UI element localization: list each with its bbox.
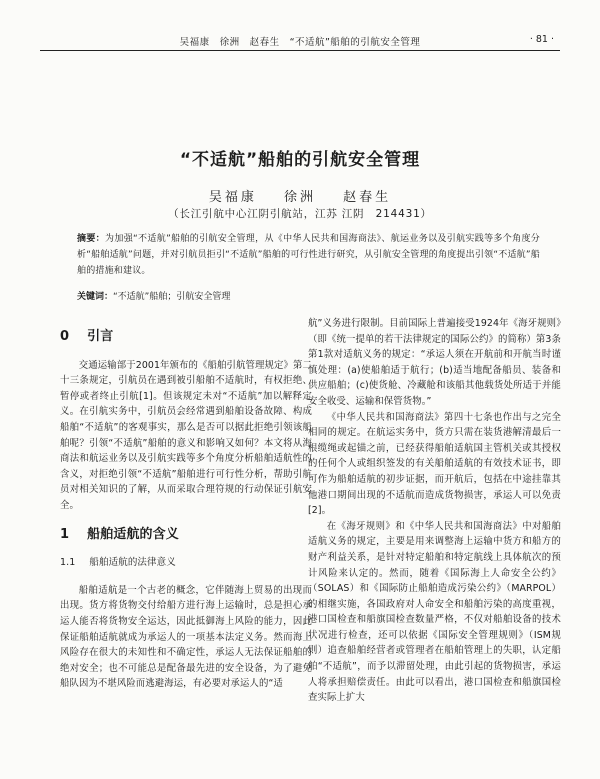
section-heading-0: 0 引言: [60, 329, 114, 344]
paragraph: 航”义务进行限制。目前国际上普遍接受1924年《海牙规则》（即《统一提单的若干法律规定的国际公约》的简称）第3条第1款对适航义务的规定：“承运人须在开航前和开航当时谨慎处理：(a)使船舶适于航行；(b)适当地配备船员、装备和供应船舶；(c)使货舱、冷藏舱和该船其他载货处所适于并能安全收受、运输和保管货物。”: [308, 318, 561, 407]
left-column: [60, 316, 312, 692]
subsection-heading-1-1: 1.1 船舶适航的法律意义: [60, 557, 176, 569]
section-heading-1: 1 船舶适航的含义: [60, 526, 179, 542]
paragraph: 交通运输部于2001年颁布的《船舶引航管理规定》第二十三条规定，引航员在遇到被引船舶不适航时，有权拒绝、暂停或者终止引航[1]。但该规定未对“不适航”加以解释定义。在引航实务中，引航员会经常遇到船舶设备故障、构成船舶“不适航”的客观事实，那么是否可以据此拒绝引领该船舶呢？引领“不适航”船舶的意义和影响又如何？本文将从海商法和航运业务以及引航实践等多个角度分析船舶适航性的含义，对拒绝引领“不适航”船舶进行可行性分析，帮助引航员对相关知识的了解，从而采取合理符规的行动保证引航安全。: [60, 359, 312, 511]
paragraph: 船舶适航是一个古老的概念，它伴随海上贸易的出现而出现。货方将货物交付给船方进行海上运输时，总是担心承运人能否将货物安全运达，因此抵御海上风险的能力，因此保证船舶适航就成为承运人的一项基本法定义务。然而海上风险存在很大的未知性和不确定性，承运人无法保证船舶的绝对安全；也不可能总是配备最先进的安全设备，为了避免船队因为不堪风险而逃避海运，有必要对承运人的“适: [60, 584, 312, 690]
keywords: [77, 290, 540, 304]
paragraph: 在《海牙规则》和《中华人民共和国海商法》中对船舶适航义务的规定，主要是用来调整海上运输中货方和船方的财产利益关系，是针对特定船舶和特定航线上具体航次的预计风险来认定的。然而，随着《国际海上人命安全公约》（SOLAS）和《国际防止船舶造成污染公约》（MARPOL）的相继实施，各国政府对人命安全和船舶污染的高度重视，港口国检查和船旗国检查数量严格，不仅对船舶设备的技术状况进行检查，还可以依据《国际安全管理规则》（ISM规则）追查船舶经营者或管理者在船舶管理上的失职，认定船舶“不适航”，而予以滞留处理，由此引起的货物损害，承运人将承担赔偿责任。由此可以看出，港口国检查和船旗国检查实际上扩大: [308, 520, 561, 704]
keywords-label: 关键词：: [77, 292, 114, 302]
page-number: · 81 ·: [529, 34, 554, 45]
affiliation: （长江引航中心江阴引航站，江苏 江阴 214431）: [168, 208, 432, 220]
right-column: [308, 316, 561, 706]
keywords-text: “不适航”船舶；引航安全管理: [113, 292, 231, 302]
abstract: [77, 231, 540, 279]
paper-title: “不适航”船舶的引航安全管理: [179, 150, 421, 170]
abstract-text: 为加强“不适航”船舶的引航安全管理，从《中华人民共和国海商法》、航运业务以及引航实践等多个角度分析“船舶适航”问题，并对引航员拒引“不适航”船舶的可行性进行研究，从引航安全管理的角度提出引领“不适航”船舶的措施和建议。: [77, 234, 540, 276]
running-header: [40, 30, 560, 51]
running-title: 吴福康 徐洲 赵春生 “不适航”船舶的引航安全管理: [179, 37, 421, 48]
paragraph: 《中华人民共和国海商法》第四十七条也作出与之完全相同的规定。在航运实务中，货方只需在装货港解清最后一根缆绳或起锚之前，已经获得船舶适航国主管机关或其授权的任何个人或组织签发的有关船舶适航的有效技术证书，即可作为船舶适航的初步证据，而开航后，包括在中途挂靠其他港口期间出现的不适航而造成货物损害，承运人可以免责[2]。: [308, 411, 561, 517]
abstract-label: 摘要：: [77, 234, 106, 244]
authors: 吴福康 徐洲 赵春生: [208, 190, 392, 205]
